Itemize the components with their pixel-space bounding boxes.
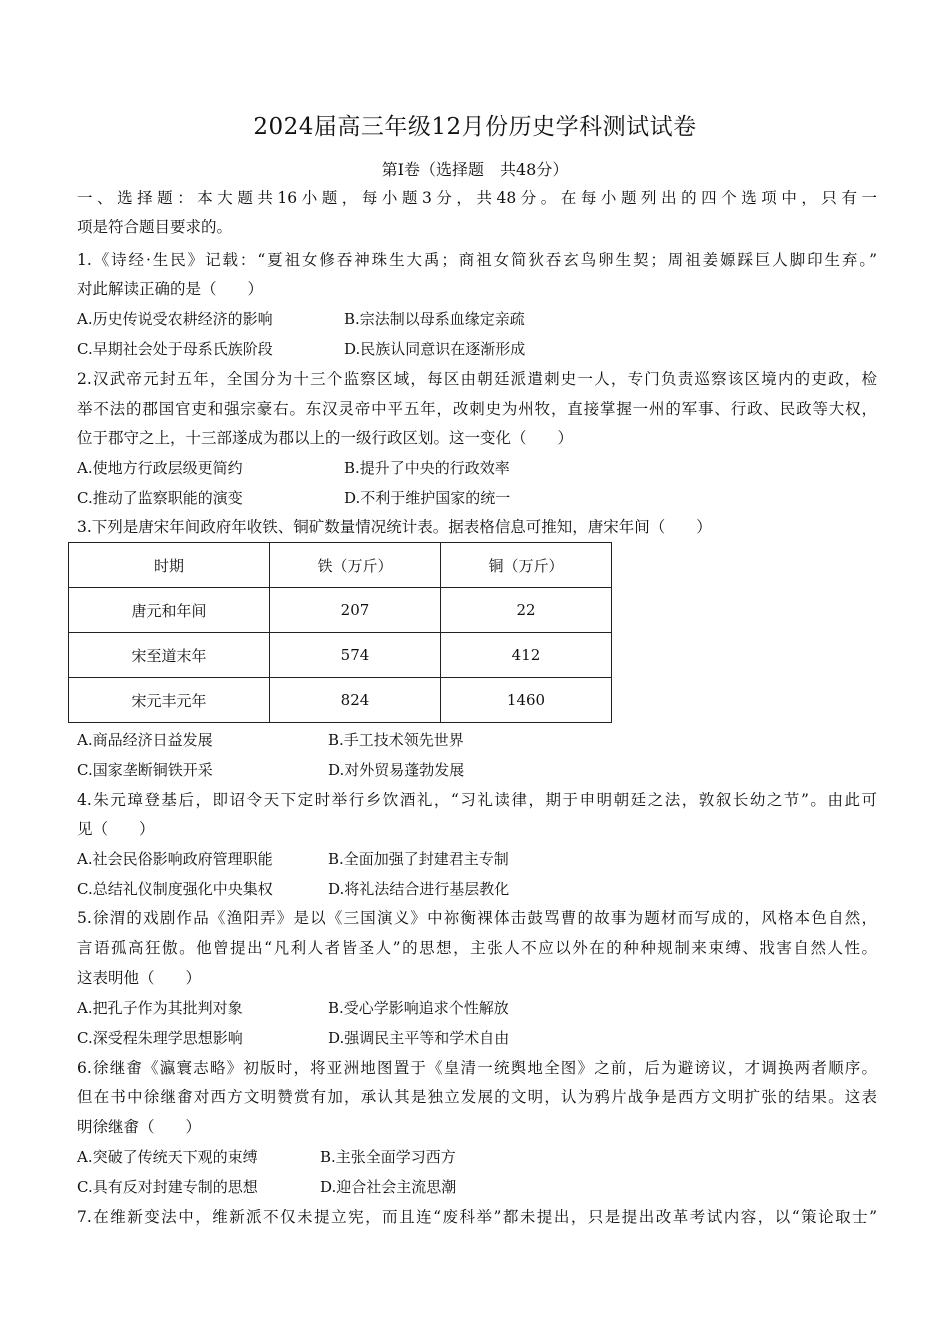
q5-option-a: A.把孔子作为其批判对象 [77,999,243,1017]
q5-stem-line-1: 5.徐渭的戏剧作品《渔阳弄》是以《三国演义》中祢衡裸体击鼓骂曹的故事为题材而写成的，风格本色自然， [77,909,877,927]
q6-option-a: A.突破了传统天下观的束缚 [77,1148,258,1166]
q3-option-c: C.国家垄断铜铁开采 [77,761,213,779]
q2-stem-line-2: 举不法的郡国官吏和强宗豪右。东汉灵帝中平五年，改刺史为州牧，直接掌握一州的军事、行政、民政等大权， [77,400,877,418]
q1-option-b: B.宗法制以母系血缘定亲疏 [344,310,525,328]
q2-option-d: D.不利于维护国家的统一 [344,489,511,507]
q3-data-table [68,542,612,723]
q5-option-d: D.强调民主平等和学术自由 [328,1029,510,1047]
q4-option-c: C.总结礼仪制度强化中央集权 [77,880,273,898]
q3-option-a: A.商品经济日益发展 [77,731,213,749]
table-row [69,678,612,723]
q4-stem-line-2: 见（ ） [77,820,155,838]
q6-stem-line-2: 但在书中徐继畬对西方文明赞赏有加，承认其是独立发展的文明，认为鸦片战争是西方文明扩张的结果。这表 [77,1088,877,1106]
exam-title: 2024届高三年级12月份历史学科测试试卷 [253,114,697,140]
q2-option-a: A.使地方行政层级更简约 [77,459,243,477]
q6-option-b: B.主张全面学习西方 [320,1148,456,1166]
q3-stem-line-1: 3.下列是唐宋年间政府年收铁、铜矿数量情况统计表。据表格信息可推知，唐宋年间（ ） [77,518,712,536]
table-row [69,588,612,633]
q1-stem-line-1: 1.《诗经·生民》记载：“夏祖女修吞神珠生大禹；商祖女简狄吞玄鸟卵生契；周祖姜嫄踩巨人脚印生弃。” [77,251,877,269]
q2-option-c: C.推动了监察职能的演变 [77,489,243,507]
table-cell: 824 [270,678,441,723]
q5-stem-line-3: 这表明他（ ） [77,969,202,987]
q3-option-d: D.对外贸易蓬勃发展 [328,761,465,779]
table-cell: 1460 [441,678,612,723]
section-subtitle: 第Ⅰ卷（选择题 共48分） [381,160,569,179]
q6-option-c: C.具有反对封建专制的思想 [77,1178,258,1196]
q4-option-b: B.全面加强了封建君主专制 [328,850,509,868]
q1-option-d: D.民族认同意识在逐渐形成 [344,340,526,358]
table-header-cell: 时期 [69,543,270,588]
table-header-row [69,543,612,588]
q4-stem-line-1: 4.朱元璋登基后，即诏令天下定时举行乡饮酒礼，“习礼读律，期于申明朝廷之法，敦叙长幼之节”。由此可 [77,791,877,809]
q7-stem-line-1: 7.在维新变法中，维新派不仅未提立宪，而且连“废科举”都未提出，只是提出改革考试内容，以“策论取士” [77,1208,877,1226]
q1-stem-line-2: 对此解读正确的是（ ） [77,280,264,298]
table-header-cell: 铁（万斤） [270,543,441,588]
table-cell: 唐元和年间 [69,588,270,633]
table-cell: 207 [270,588,441,633]
q4-option-d: D.将礼法结合进行基层教化 [328,880,510,898]
table-cell: 22 [441,588,612,633]
q6-option-d: D.迎合社会主流思潮 [320,1178,457,1196]
q4-option-a: A.社会民俗影响政府管理职能 [77,850,273,868]
q2-option-b: B.提升了中央的行政效率 [344,459,510,477]
instructions-line-2: 项是符合题目要求的。 [77,218,233,236]
table-header-cell: 铜（万斤） [441,543,612,588]
q1-option-c: C.早期社会处于母系氏族阶段 [77,340,273,358]
q6-stem-line-3: 明徐继畬（ ） [77,1118,202,1136]
instructions-line-1: 一、选择题：本大题共16小题，每小题3分，共48分。在每小题列出的四个选项中，只有一 [77,189,877,207]
q5-stem-line-2: 言语孤高狂傲。他曾提出“凡利人者皆圣人”的思想，主张人不应以外在的种种规制来束缚、戕害自然人性。 [77,939,877,957]
table-cell: 宋元丰元年 [69,678,270,723]
table-cell: 574 [270,633,441,678]
q5-option-c: C.深受程朱理学思想影响 [77,1029,243,1047]
q5-option-b: B.受心学影响追求个性解放 [328,999,509,1017]
q2-stem-line-1: 2.汉武帝元封五年，全国分为十三个监察区域，每区由朝廷派遣刺史一人，专门负责巡察该区境内的吏政，检 [77,370,877,388]
q3-option-b: B.手工技术领先世界 [328,731,464,749]
q1-option-a: A.历史传说受农耕经济的影响 [77,310,273,328]
table-row [69,633,612,678]
table-cell: 宋至道末年 [69,633,270,678]
q6-stem-line-1: 6.徐继畬《瀛寰志略》初版时，将亚洲地图置于《皇清一统舆地全图》之前，后为避谤议，才调换两者顺序。 [77,1059,877,1077]
table-cell: 412 [441,633,612,678]
q2-stem-line-3: 位于郡守之上，十三部遂成为郡以上的一级行政区划。这一变化（ ） [77,429,574,447]
